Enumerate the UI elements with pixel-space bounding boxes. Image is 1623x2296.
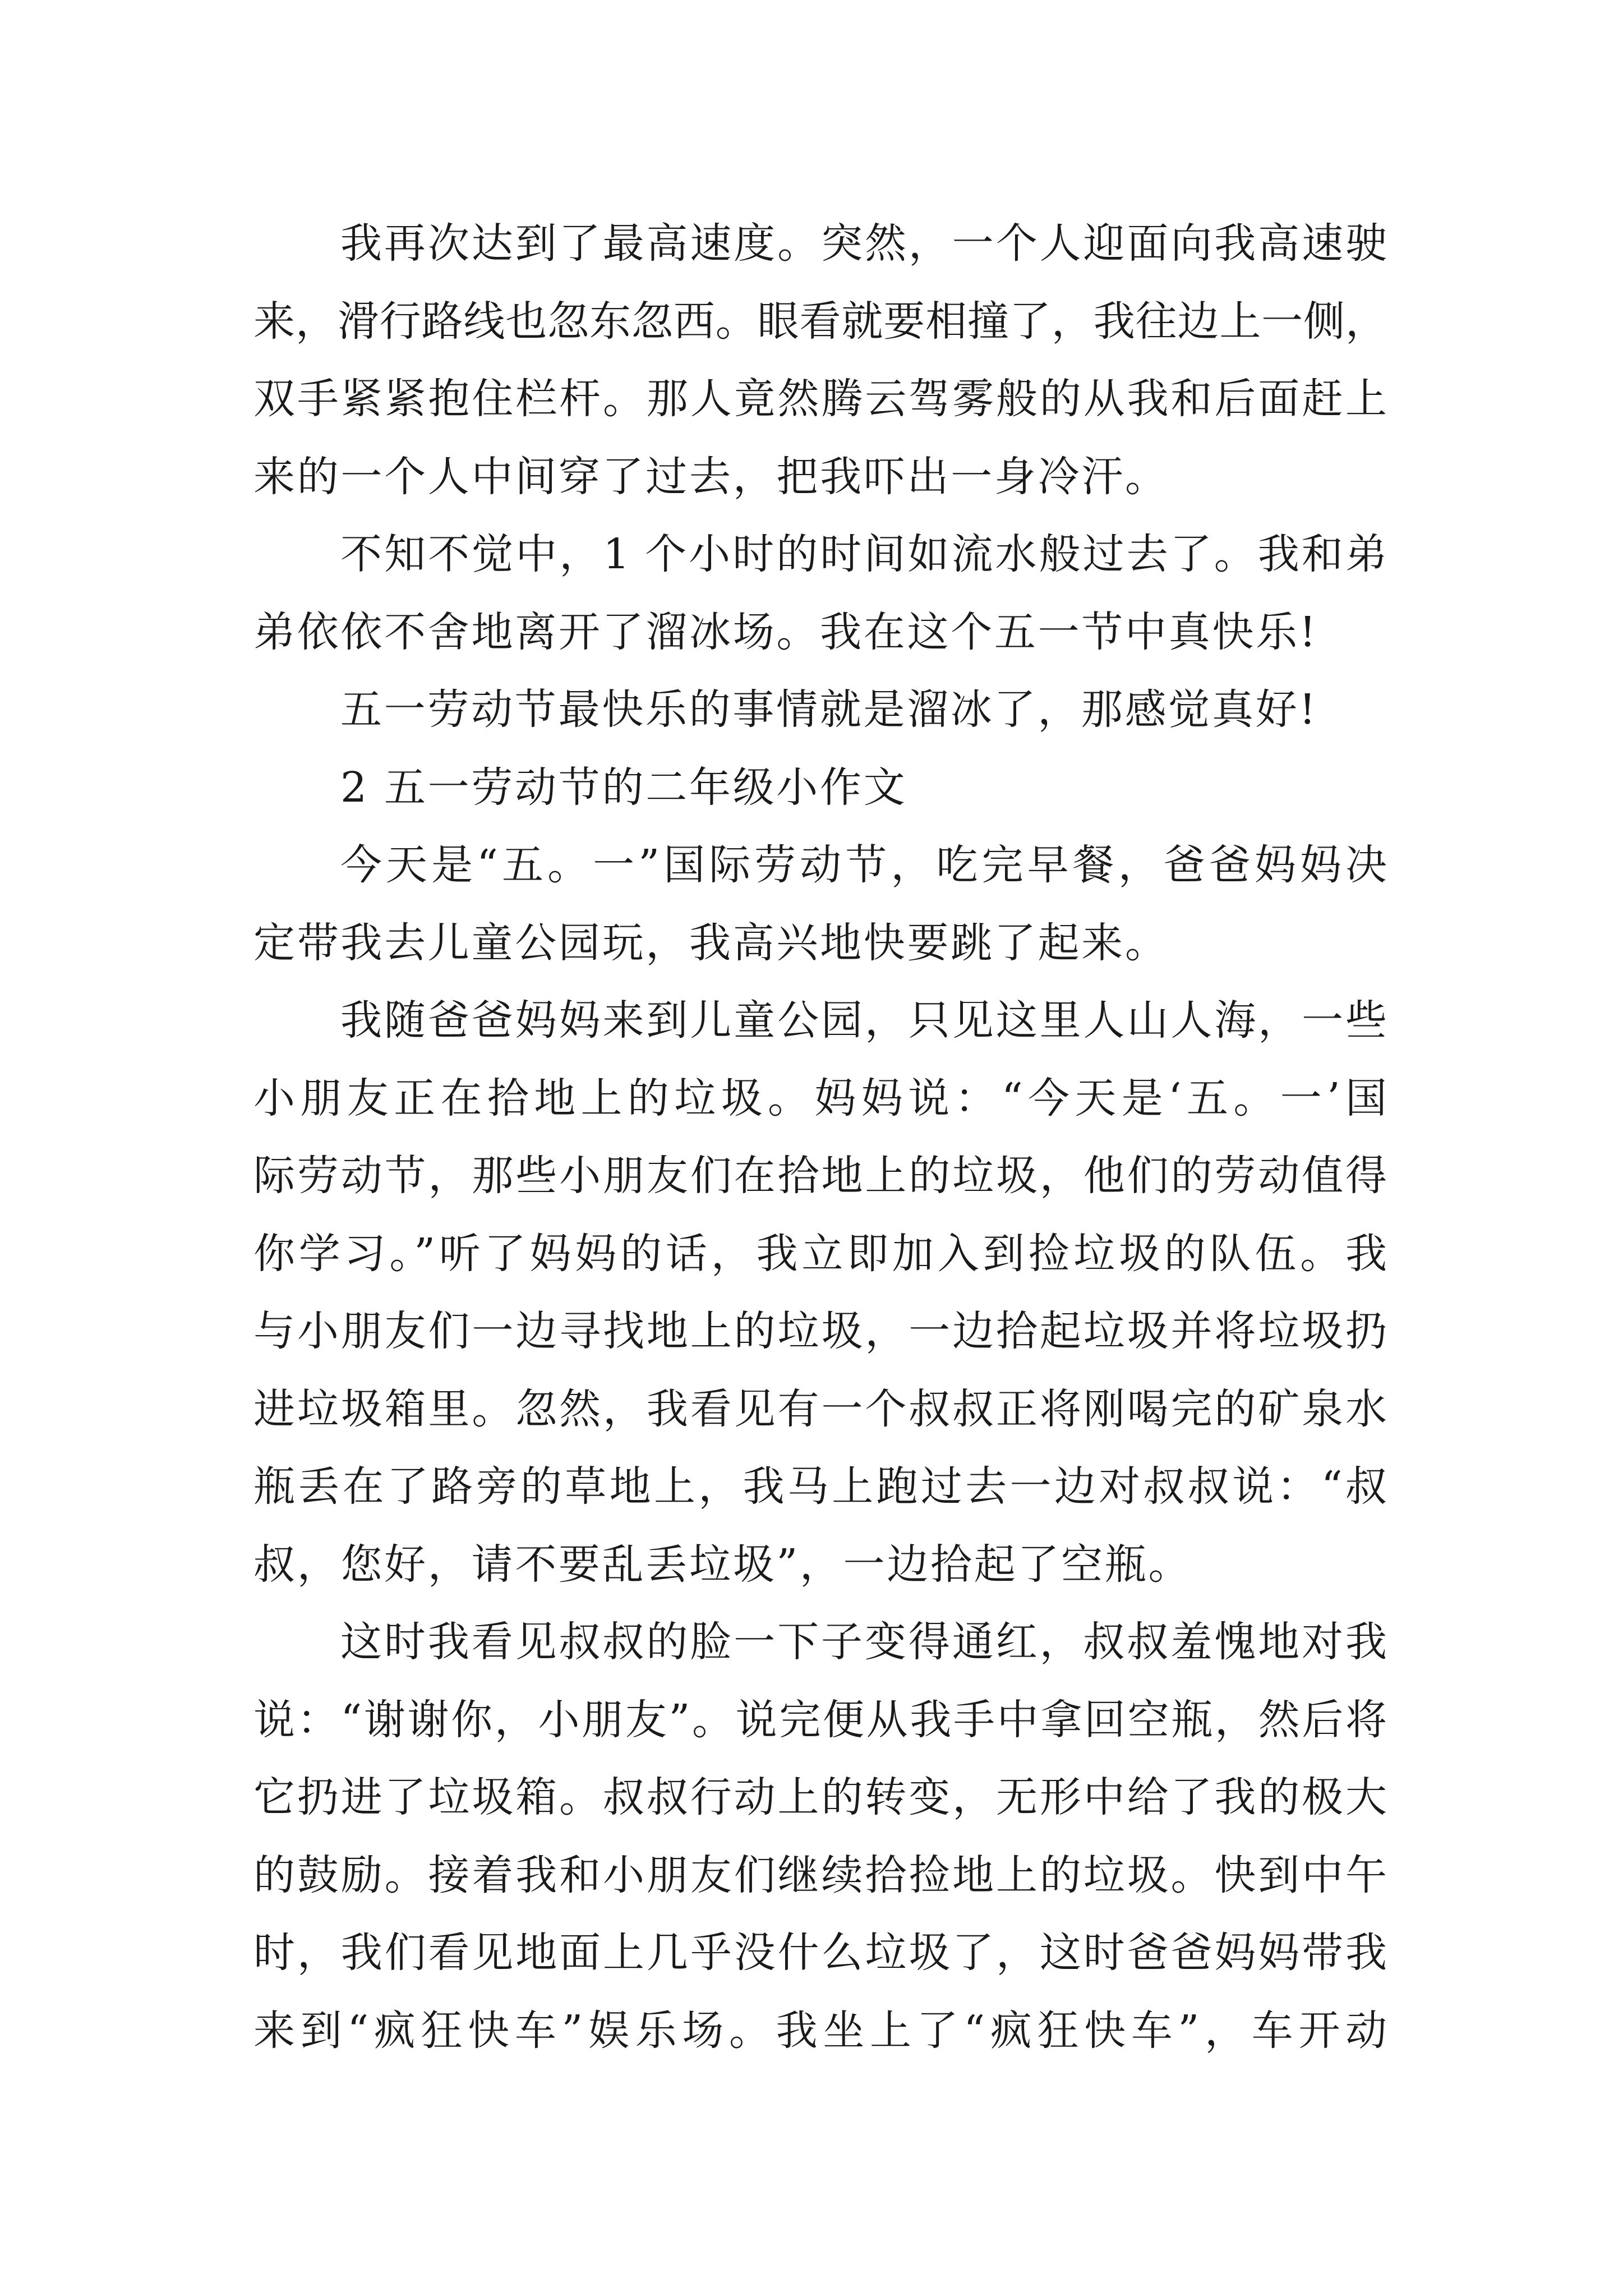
text-line: 我随爸爸妈妈来到儿童公园，只见这里人山人海，一些 (340, 996, 1387, 1045)
text-line: 它扔进了垃圾箱。叔叔行动上的转变，无形中给了我的极大 (253, 1773, 1387, 1821)
text-body (253, 205, 1387, 2069)
text-line: 今天是“五。一”国际劳动节，吃完早餐，爸爸妈妈决 (340, 841, 1387, 889)
text-line: 的鼓励。接着我和小朋友们继续拾捡地上的垃圾。快到中午 (253, 1851, 1387, 1899)
paragraph (253, 516, 1387, 671)
text-line: 来的一个人中间穿了过去，把我吓出一身冷汗。 (253, 452, 1169, 501)
text-line: 瓶丢在了路旁的草地上，我马上跑过去一边对叔叔说：“叔 (253, 1462, 1387, 1511)
paragraph (253, 982, 1387, 1603)
text-line: 这时我看见叔叔的脸一下子变得通红，叔叔羞愧地对我 (340, 1618, 1387, 1666)
text-line: 小朋友正在拾地上的垃圾。妈妈说：“今天是‘五。一’国 (253, 1074, 1387, 1122)
text-line: 你学习。”听了妈妈的话，我立即加入到捡垃圾的队伍。我 (253, 1229, 1387, 1278)
paragraph (253, 826, 1387, 982)
text-line: 时，我们看见地面上几乎没什么垃圾了，这时爸爸妈妈带我 (253, 1929, 1387, 1977)
text-line: 我再次达到了最高速度。突然，一个人迎面向我高速驶 (340, 219, 1387, 268)
section-heading: 2 五一劳动节的二年级小作文 (340, 763, 907, 812)
text-line: 来到“疯狂快车”娱乐场。我坐上了“疯狂快车”，车开动 (253, 2006, 1387, 2055)
text-line: 弟依依不舍地离开了溜冰场。我在这个五一节中真快乐! (253, 608, 1318, 656)
paragraph (253, 671, 1387, 749)
text-line: 与小朋友们一边寻找地上的垃圾，一边拾起垃圾并将垃圾扔 (253, 1307, 1387, 1355)
text-line: 进垃圾箱里。忽然，我看见有一个叔叔正将刚喝完的矿泉水 (253, 1384, 1387, 1433)
text-line: 五一劳动节最快乐的事情就是溜冰了，那感觉真好! (340, 685, 1318, 734)
text-line: 双手紧紧抱住栏杆。那人竟然腾云驾雾般的从我和后面赶上 (253, 375, 1387, 423)
paragraph (253, 1603, 1387, 2069)
text-line: 说：“谢谢你，小朋友”。说完便从我手中拿回空瓶，然后将 (253, 1695, 1387, 1744)
text-line: 定带我去儿童公园玩，我高兴地快要跳了起来。 (253, 918, 1169, 967)
text-line: 来，滑行路线也忽东忽西。眼看就要相撞了，我往边上一侧， (253, 297, 1387, 346)
text-line: 际劳动节，那些小朋友们在拾地上的垃圾，他们的劳动值得 (253, 1152, 1387, 1200)
paragraph (253, 205, 1387, 516)
text-line: 叔，您好，请不要乱丢垃圾”，一边拾起了空瓶。 (253, 1540, 1192, 1589)
text-line: 不知不觉中，1 个小时的时间如流水般过去了。我和弟 (340, 530, 1387, 578)
